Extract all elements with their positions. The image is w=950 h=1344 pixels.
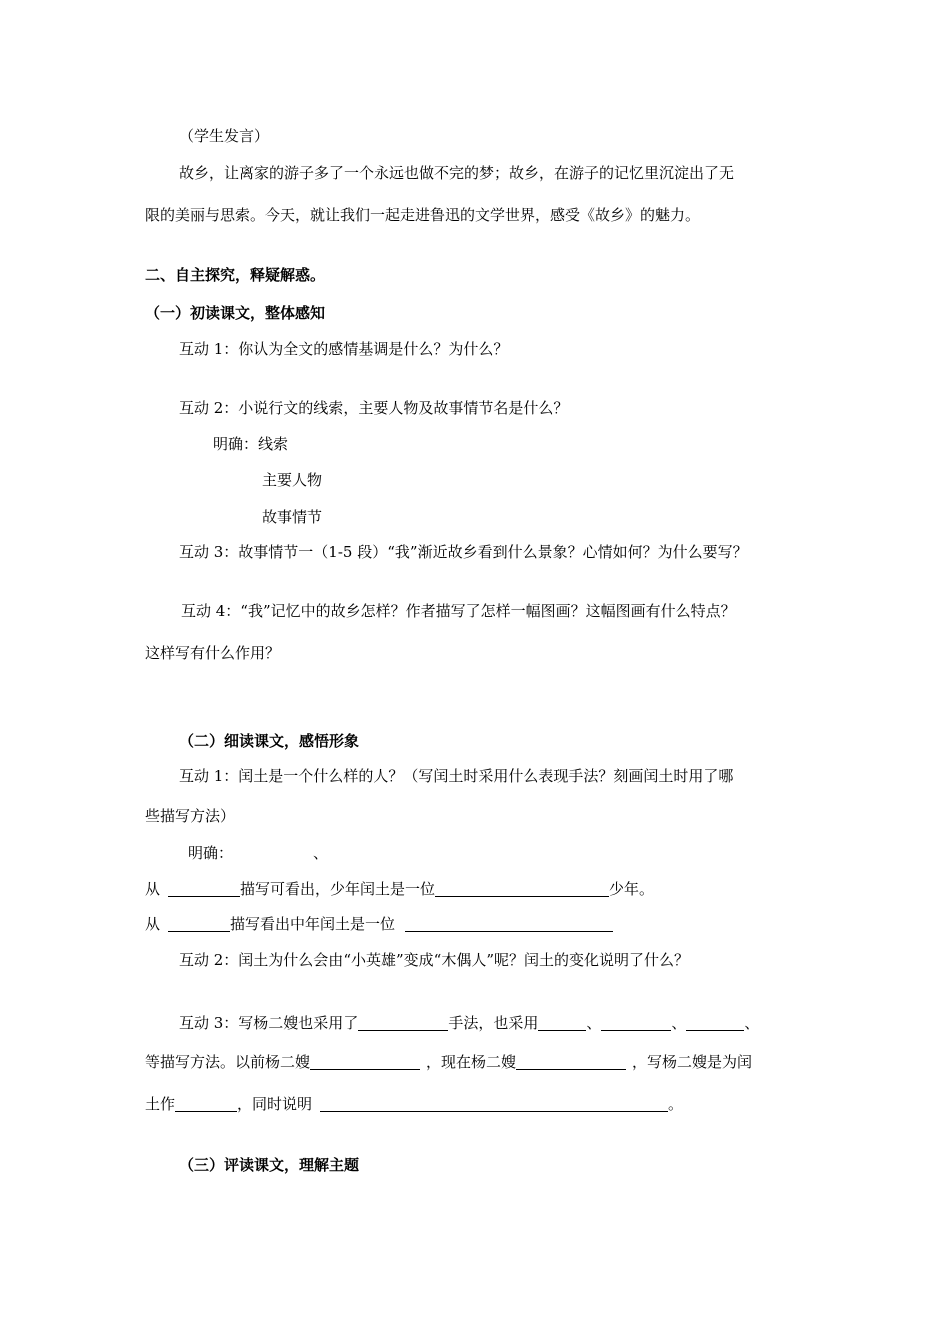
part1-question1: 互动 1：你认为全文的感情基调是什么？为什么？	[179, 340, 509, 358]
part2-question2: 互动 2：闰土为什么会由“小英雄”变成“木偶人”呢？闰土的变化说明了什么？	[179, 951, 689, 969]
text-segment: 土作	[145, 1095, 176, 1113]
part2-question1-line1: 互动 1：闰土是一个什么样的人？（写闰土时采用什么表现手法？刻画闰土时用了哪	[179, 767, 734, 785]
separator: 、	[671, 1014, 687, 1032]
part1-main-characters: 主要人物	[262, 471, 323, 489]
fill-blank	[601, 1015, 671, 1031]
fill-blank	[405, 916, 613, 932]
part1-question3: 互动 3：故事情节一（1-5 段）“我”渐近故乡看到什么景象？心情如何？为什么要写？	[179, 543, 748, 561]
part2-clarify-separator: 、	[313, 844, 329, 862]
part2-question1-line2: 些描写方法）	[145, 807, 236, 825]
intro-paragraph-line1: 故乡，让离家的游子多了一个永远也做不完的梦；故乡，在游子的记忆里沉淀出了无	[179, 164, 735, 182]
part3-heading: （三）评读课文，理解主题	[179, 1156, 360, 1174]
text-segment: ，同时说明	[237, 1095, 313, 1113]
text-segment: 少年。	[609, 880, 655, 898]
fill-blank	[320, 1096, 668, 1112]
part2-clarify	[188, 843, 328, 863]
student-note: （学生发言）	[179, 127, 270, 145]
intro-paragraph-line2: 限的美丽与思索。今天，就让我们一起走进鲁迅的文学世界，感受《故乡》的魅力。	[145, 206, 701, 224]
text-from: 从	[145, 880, 161, 898]
part2-question3-line1	[179, 1013, 759, 1033]
fill-blank	[538, 1015, 586, 1031]
separator: 、	[744, 1014, 760, 1032]
fill-blank	[686, 1015, 744, 1031]
fill-blank	[358, 1015, 448, 1031]
text-segment: ，现在杨二嫂	[426, 1053, 517, 1071]
fill-blank	[435, 881, 609, 897]
part2-from-line2	[145, 914, 613, 934]
fill-blank	[175, 1096, 237, 1112]
part1-clarify-clue: 明确：线索	[213, 435, 289, 453]
part2-clarify-blank1	[233, 846, 313, 861]
fill-blank	[310, 1054, 420, 1070]
part2-clarify-label: 明确：	[188, 844, 234, 862]
text-segment: ，写杨二嫂是为闰	[632, 1053, 753, 1071]
text-segment: 互动 3：写杨二嫂也采用了	[179, 1014, 359, 1032]
fill-blank	[516, 1054, 626, 1070]
part2-question3-line3	[145, 1094, 683, 1114]
text-from: 从	[145, 915, 161, 933]
part2-from-line1	[145, 879, 654, 899]
text-segment: 描写看出中年闰土是一位	[230, 915, 396, 933]
text-segment: 。	[668, 1095, 684, 1113]
part2-question3-line2	[145, 1052, 752, 1072]
fill-blank	[168, 916, 230, 932]
text-segment: 手法，也采用	[448, 1014, 539, 1032]
fill-blank	[168, 881, 240, 897]
part1-plot: 故事情节	[262, 508, 323, 526]
part1-question2: 互动 2：小说行文的线索，主要人物及故事情节名是什么？	[179, 399, 569, 417]
text-segment: 等描写方法。以前杨二嫂	[145, 1053, 311, 1071]
part1-question4-line2: 这样写有什么作用？	[145, 644, 281, 662]
text-segment: 描写可看出，少年闰土是一位	[240, 880, 436, 898]
part1-heading: （一）初读课文，整体感知	[145, 304, 326, 322]
part2-heading: （二）细读课文，感悟形象	[179, 732, 360, 750]
part1-question4-line1: 互动 4：“我”记忆中的故乡怎样？作者描写了怎样一幅图画？这幅图画有什么特点？	[181, 602, 736, 620]
separator: 、	[586, 1014, 602, 1032]
section2-heading: 二、自主探究，释疑解惑。	[145, 266, 326, 284]
